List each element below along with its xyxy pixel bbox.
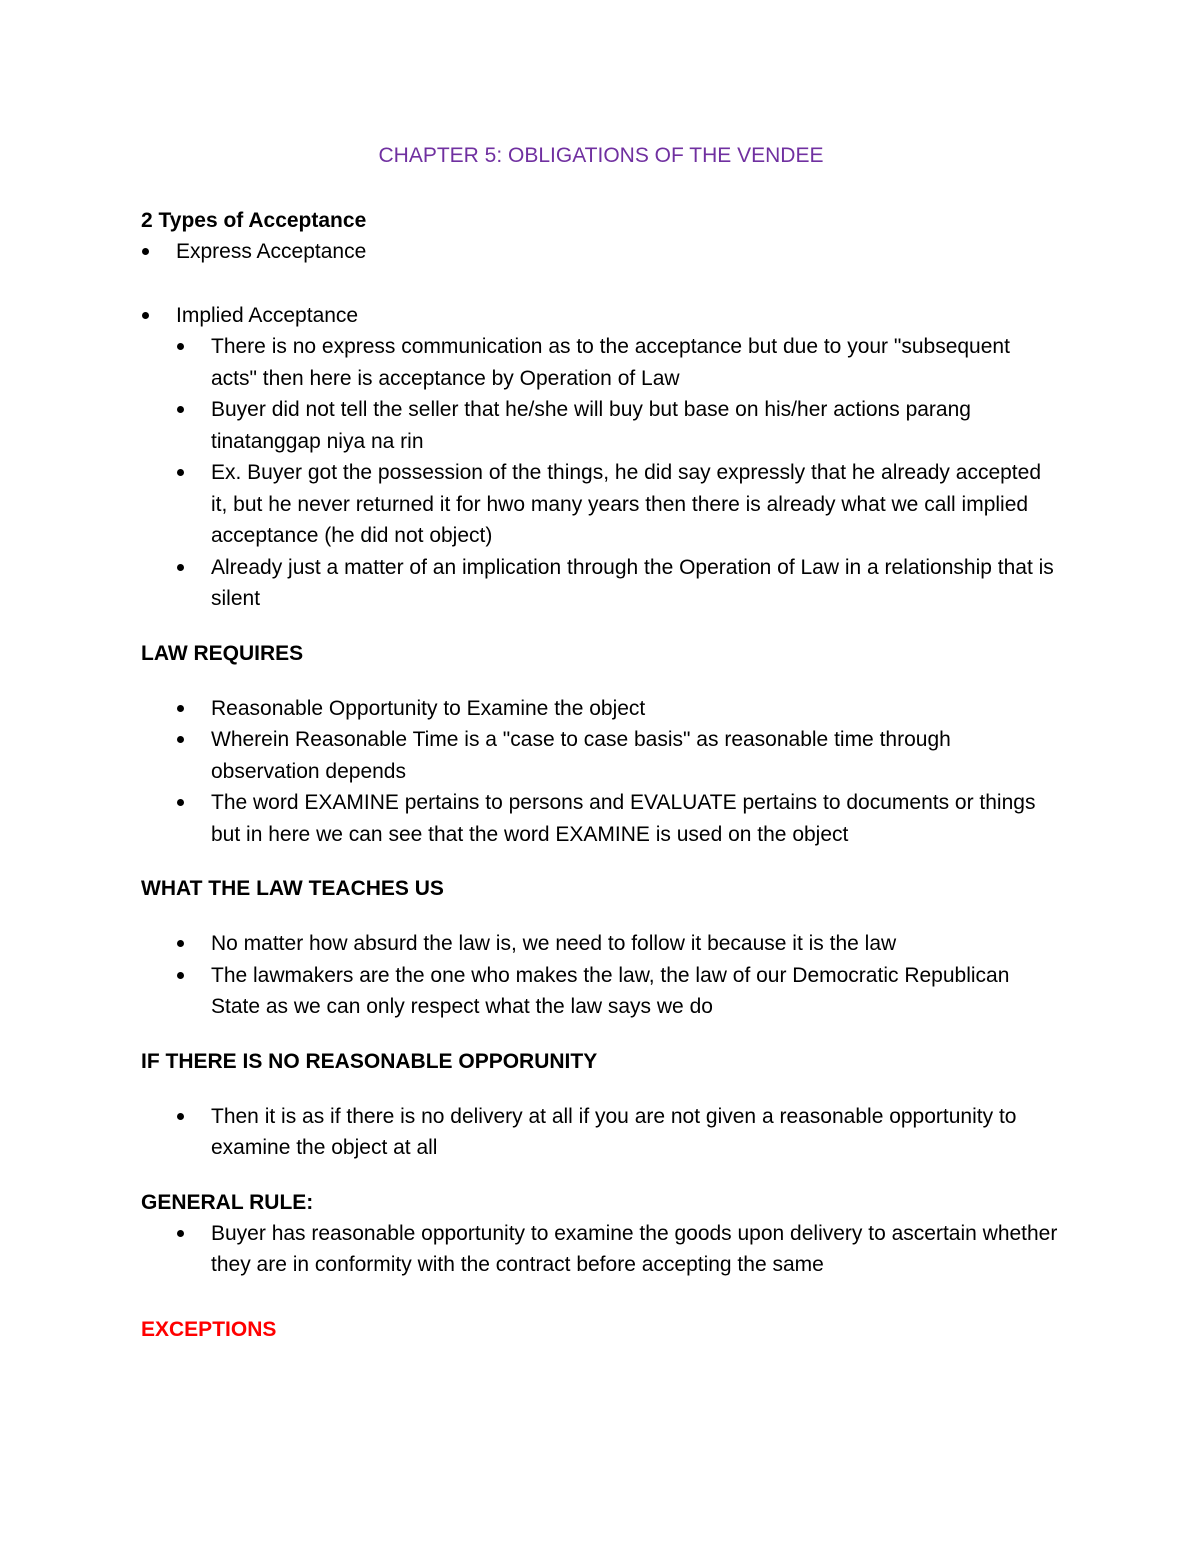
bullet-icon [177, 940, 184, 947]
list-item: Implied Acceptance [141, 300, 1061, 332]
document-page [141, 140, 1061, 1345]
section-heading-exceptions: EXCEPTIONS [141, 1317, 277, 1341]
list-item: Wherein Reasonable Time is a "case to case basis" as reasonable time through observation depends [141, 724, 1061, 787]
list-item: Buyer has reasonable opportunity to examine the goods upon delivery to ascertain whether they are in conformity with the contract before accepting the same [141, 1218, 1061, 1281]
bullet-icon [142, 248, 149, 255]
bullet-icon [177, 469, 184, 476]
section-heading-teaches: WHAT THE LAW TEACHES US [141, 877, 444, 900]
page-title: CHAPTER 5: OBLIGATIONS OF THE VENDEE [378, 144, 824, 167]
list-item: Ex. Buyer got the possession of the things, he did say expressly that he already accepted it, but he never returned it for hwo many years then there is already what we call implied acceptance (he did not object) [141, 457, 1061, 552]
bullet-icon [177, 1113, 184, 1120]
list-item: Buyer did not tell the seller that he/she will buy but base on his/her actions parang tinatanggap niya na rin [141, 394, 1061, 457]
law-requires-list [141, 693, 1061, 851]
types-list-2 [141, 300, 1061, 332]
types-list [141, 236, 1061, 268]
list-item: No matter how absurd the law is, we need to follow it because it is the law [141, 928, 1061, 960]
section-heading-law-requires: LAW REQUIRES [141, 641, 304, 665]
bullet-icon [177, 736, 184, 743]
section-heading-types: 2 Types of Acceptance [141, 209, 367, 232]
bullet-icon [177, 799, 184, 806]
bullet-icon [177, 705, 184, 712]
bullet-icon [177, 972, 184, 979]
section-heading-general-rule: GENERAL RULE: [141, 1190, 314, 1214]
teaches-list [141, 928, 1061, 1023]
no-opportunity-list [141, 1101, 1061, 1164]
implied-sublist [141, 331, 1061, 615]
bullet-icon [177, 343, 184, 350]
list-item: Express Acceptance [141, 236, 1061, 268]
bullet-icon [177, 564, 184, 571]
list-item: Then it is as if there is no delivery at all if you are not given a reasonable opportunity to examine the object at all [141, 1101, 1061, 1164]
list-item: The lawmakers are the one who makes the law, the law of our Democratic Republican State as we can only respect what the law says we do [141, 960, 1061, 1023]
bullet-icon [177, 406, 184, 413]
list-item: There is no express communication as to the acceptance but due to your "subsequent acts" then here is acceptance by Operation of Law [141, 331, 1061, 394]
list-item: Already just a matter of an implication through the Operation of Law in a relationship that is silent [141, 552, 1061, 615]
bullet-icon [142, 312, 149, 319]
general-rule-list [141, 1218, 1061, 1281]
list-item: Reasonable Opportunity to Examine the object [141, 693, 1061, 725]
list-item: The word EXAMINE pertains to persons and EVALUATE pertains to documents or things but in here we can see that the word EXAMINE is used on the object [141, 787, 1061, 850]
section-heading-no-opportunity: IF THERE IS NO REASONABLE OPPORUNITY [141, 1049, 598, 1073]
bullet-icon [177, 1230, 184, 1237]
